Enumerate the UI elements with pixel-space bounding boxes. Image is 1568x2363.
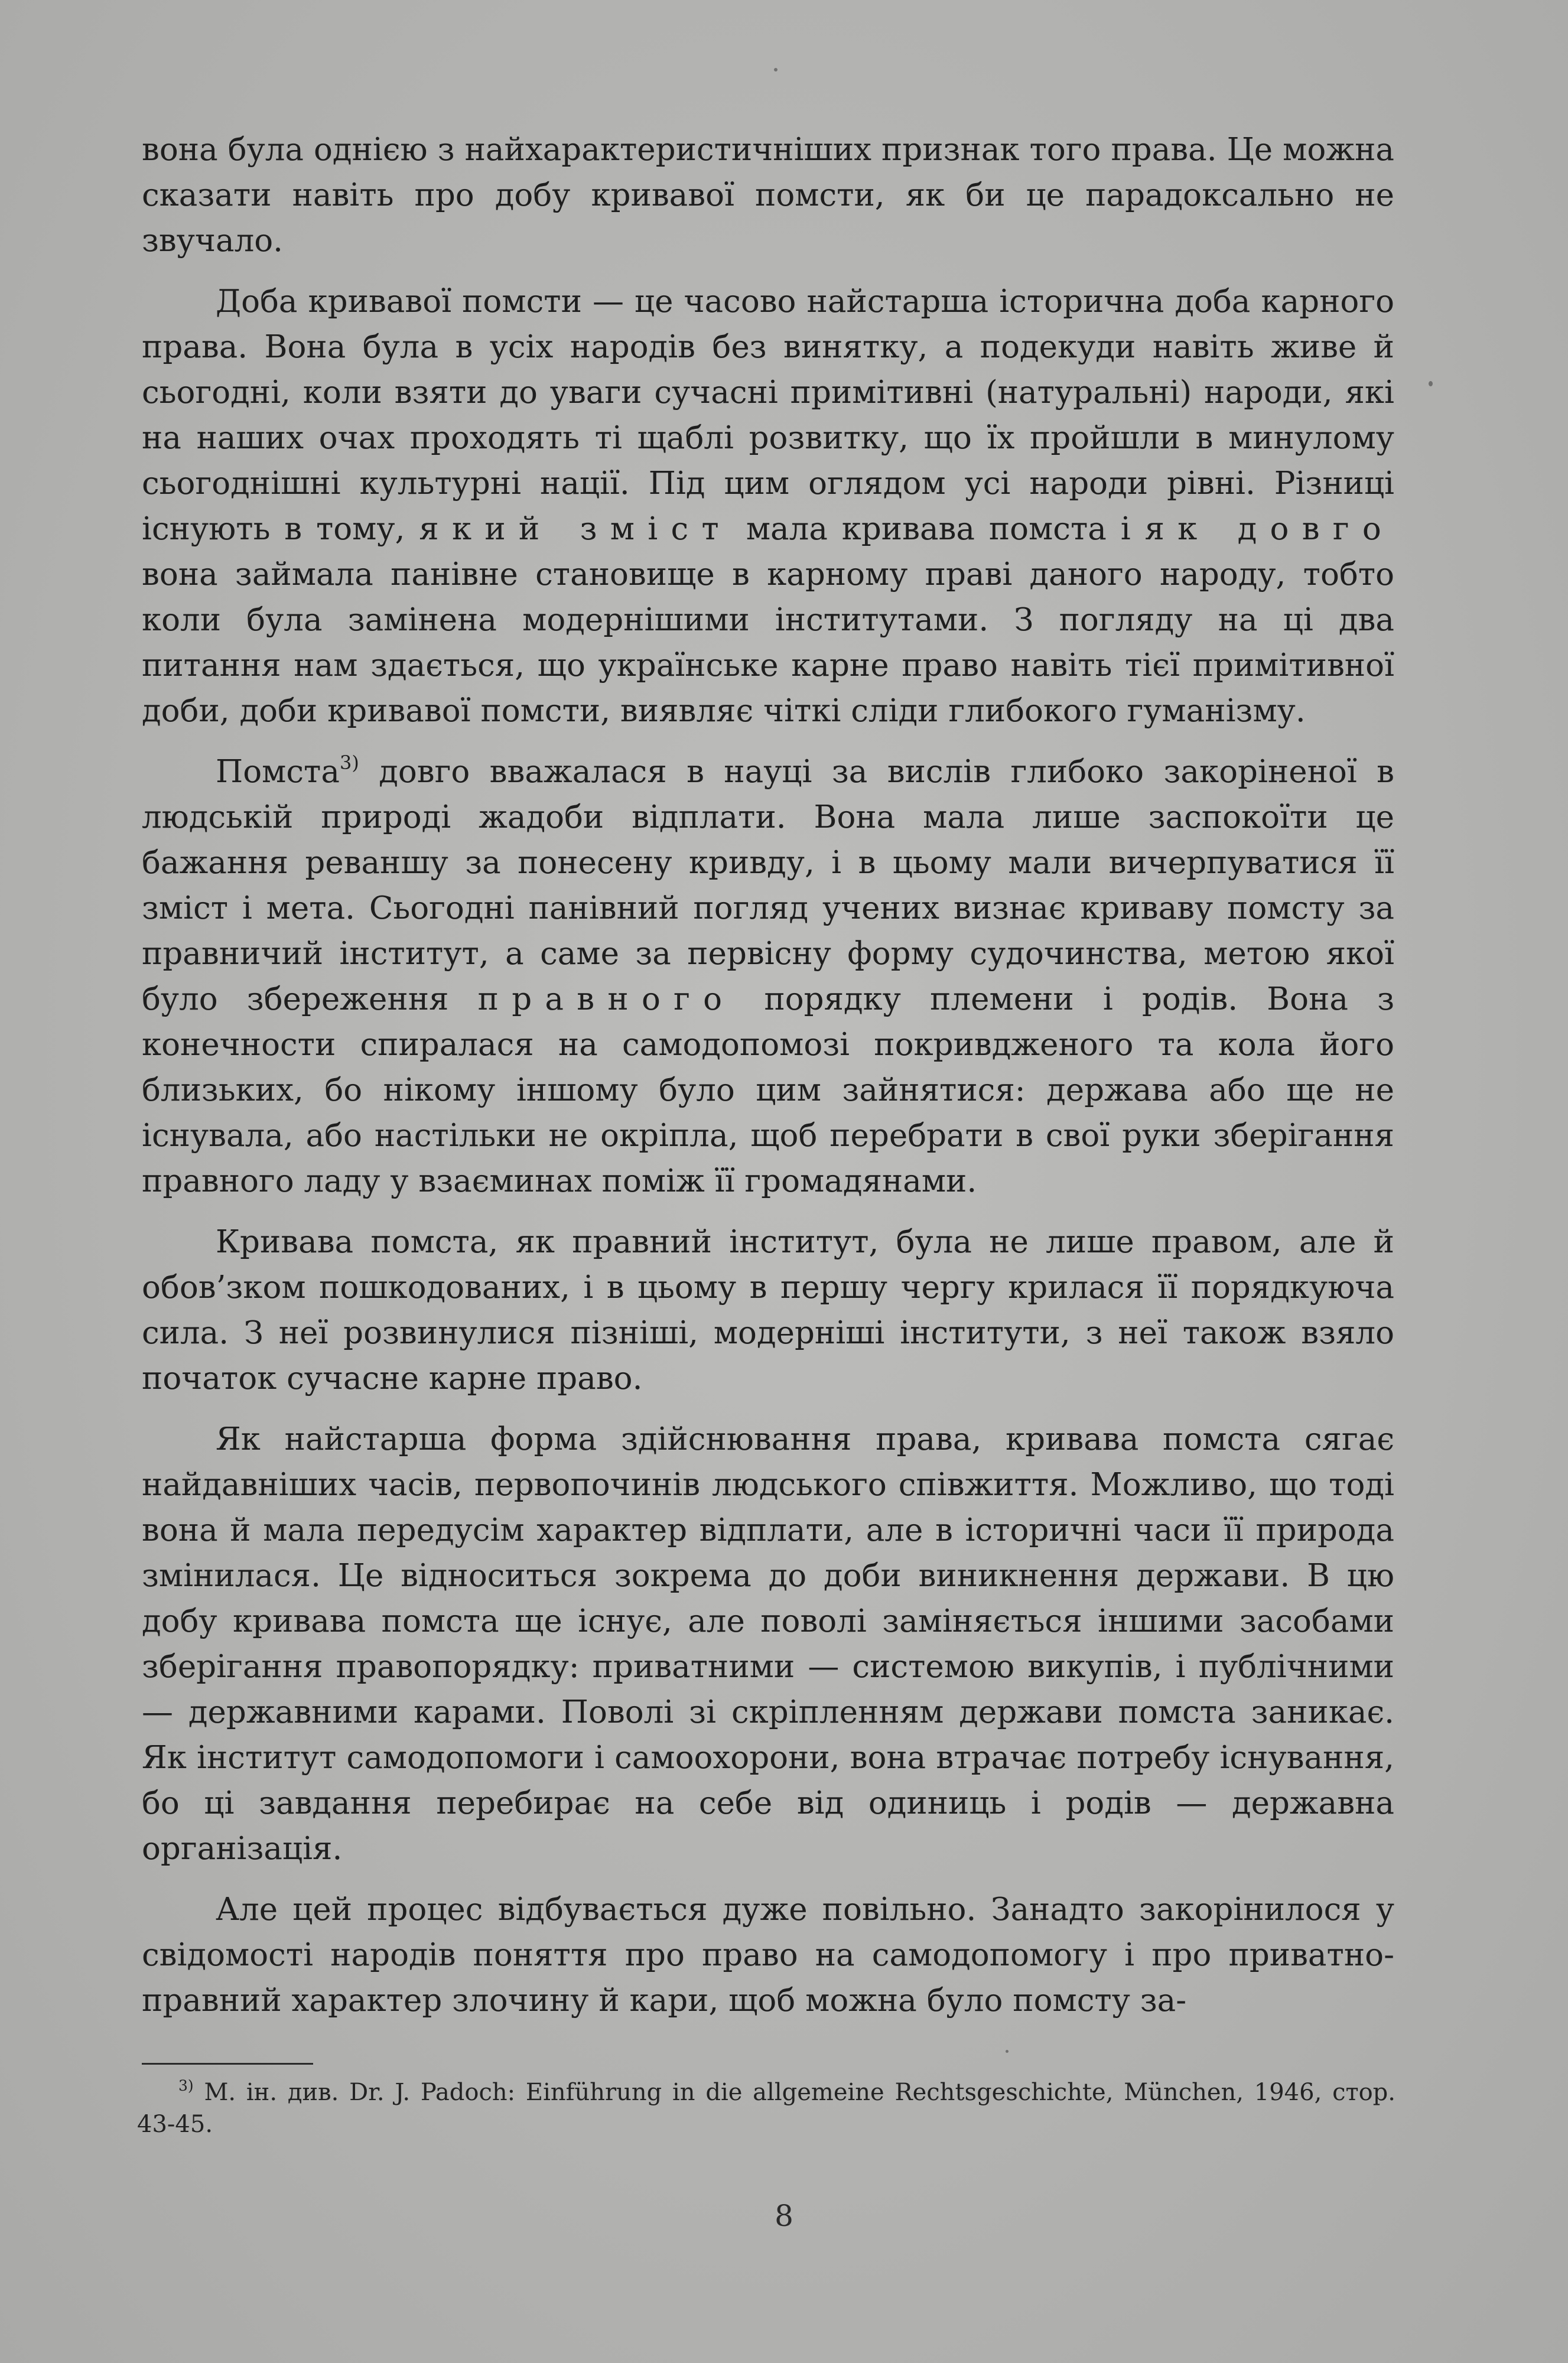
footnote-marker: 3) <box>178 2077 194 2094</box>
paragraph-2: Доба кривавої помсти — це часово найстарша історична доба карного права. Вона була в усіх народів без винятку, а подекуди навіть живе й сьогодні, коли взяти до уваги сучасні примітивні (натуральні) народи, які на наших очах проходять ті щаблі розвитку, що їх пройшли в минулому сьогоднішні культурні нації. Під цим оглядом усі народи рівні. Різниці існують в тому, який зміст мала кривава помста і як довго вона займала панівне становище в карному праві даного народу, тобто коли була замінена модернішими інститутами. З погляду на ці два питання нам здається, що українське карне право навіть тієї примітивної доби, доби кривавої помсти, виявляє чіткі сліди глибокого гуманізму. <box>142 284 1395 729</box>
paragraph-5: Як найстарша форма здійснювання права, кривава помста сягає найдавніших часів, первопочинів людського співжиття. Можливо, що тоді вона й мала передусім характер відплати, але в історичні часи її природа змінилася. Це відноситься зокрема до доби виникнення держави. В цю добу кривава помста ще існує, але поволі заміняється іншими засобами зберігання правопорядку: приватними — системою викупів, і публічними — державними карами. Поволі зі скріпленням держави помста заникає. Як інститут самодопомоги і самоохорони, вона втрачає потребу існування, бо ці завдання перебирає на себе від одиниць і родів — державна організація. <box>142 1421 1394 1867</box>
emphasis-spaced: як довго <box>1144 511 1395 547</box>
paper-speck <box>1429 381 1433 386</box>
paragraph-3: Помста$^{3)}$ довго вважалася в науці за вислів глибоко закоріненої в людській природі жадоби відплати. Вона мала лише заспокоїти це бажання реваншу за понесену кривду, і в цьому мали вичерпуватися її зміст і мета. Сьогодні панівний погляд учених визнає криваву помсту за правничий інститут, а саме за первісну форму судочинства, метою якої було збереження правного порядку племени і родів. Вона з конечности спиралася на самодопомозі покривдженого та кола його близьких, бо нікому іншому було цим зайнятися: держава або ще не існувала, або настільки не окріпла, щоб перебрати в свої руки зберігання правного ладу у взаєминах поміж її громадянами. <box>142 751 1394 1199</box>
emphasis-spaced: правного <box>477 981 736 1017</box>
main-text <box>142 127 1394 2039</box>
footnote-text: М. ін. див. Dr. J. Padoch: Einführung in die allgemeine Rechtsgeschichte, München, 1946, стор. 43-45. <box>137 2079 1395 2138</box>
page-number: 8 <box>775 2199 793 2233</box>
footnote-reference: 3) <box>339 751 359 774</box>
paragraph-4: Кривава помста, як правний інститут, була не лише правом, але й обов’зком пошкодованих, і в цьому в першу чергу крилася її порядкуюча сила. З неї розвинулися пізніші, модерніші інститути, з неї також взяло початок сучасне карне право. <box>142 1224 1394 1397</box>
paragraph-1: вона була однією з найхарактеристичніших признак того права. Це можна сказати навіть про добу кривавої помсти, як би це парадоксально не звучало. <box>142 132 1394 259</box>
emphasis-spaced: який зміст <box>419 511 732 547</box>
footnote-separator <box>142 2063 313 2065</box>
paragraph-6: Але цей процес відбувається дуже повільно. Занадто закорінилося у свідомості народів поняття про право на самодопомогу і про приватно-правний характер злочину й кари, щоб можна було помсту за- <box>142 1892 1394 2019</box>
paper-speck <box>774 68 778 71</box>
footnote <box>137 2076 1395 2140</box>
paper-speck <box>1006 2050 1009 2053</box>
